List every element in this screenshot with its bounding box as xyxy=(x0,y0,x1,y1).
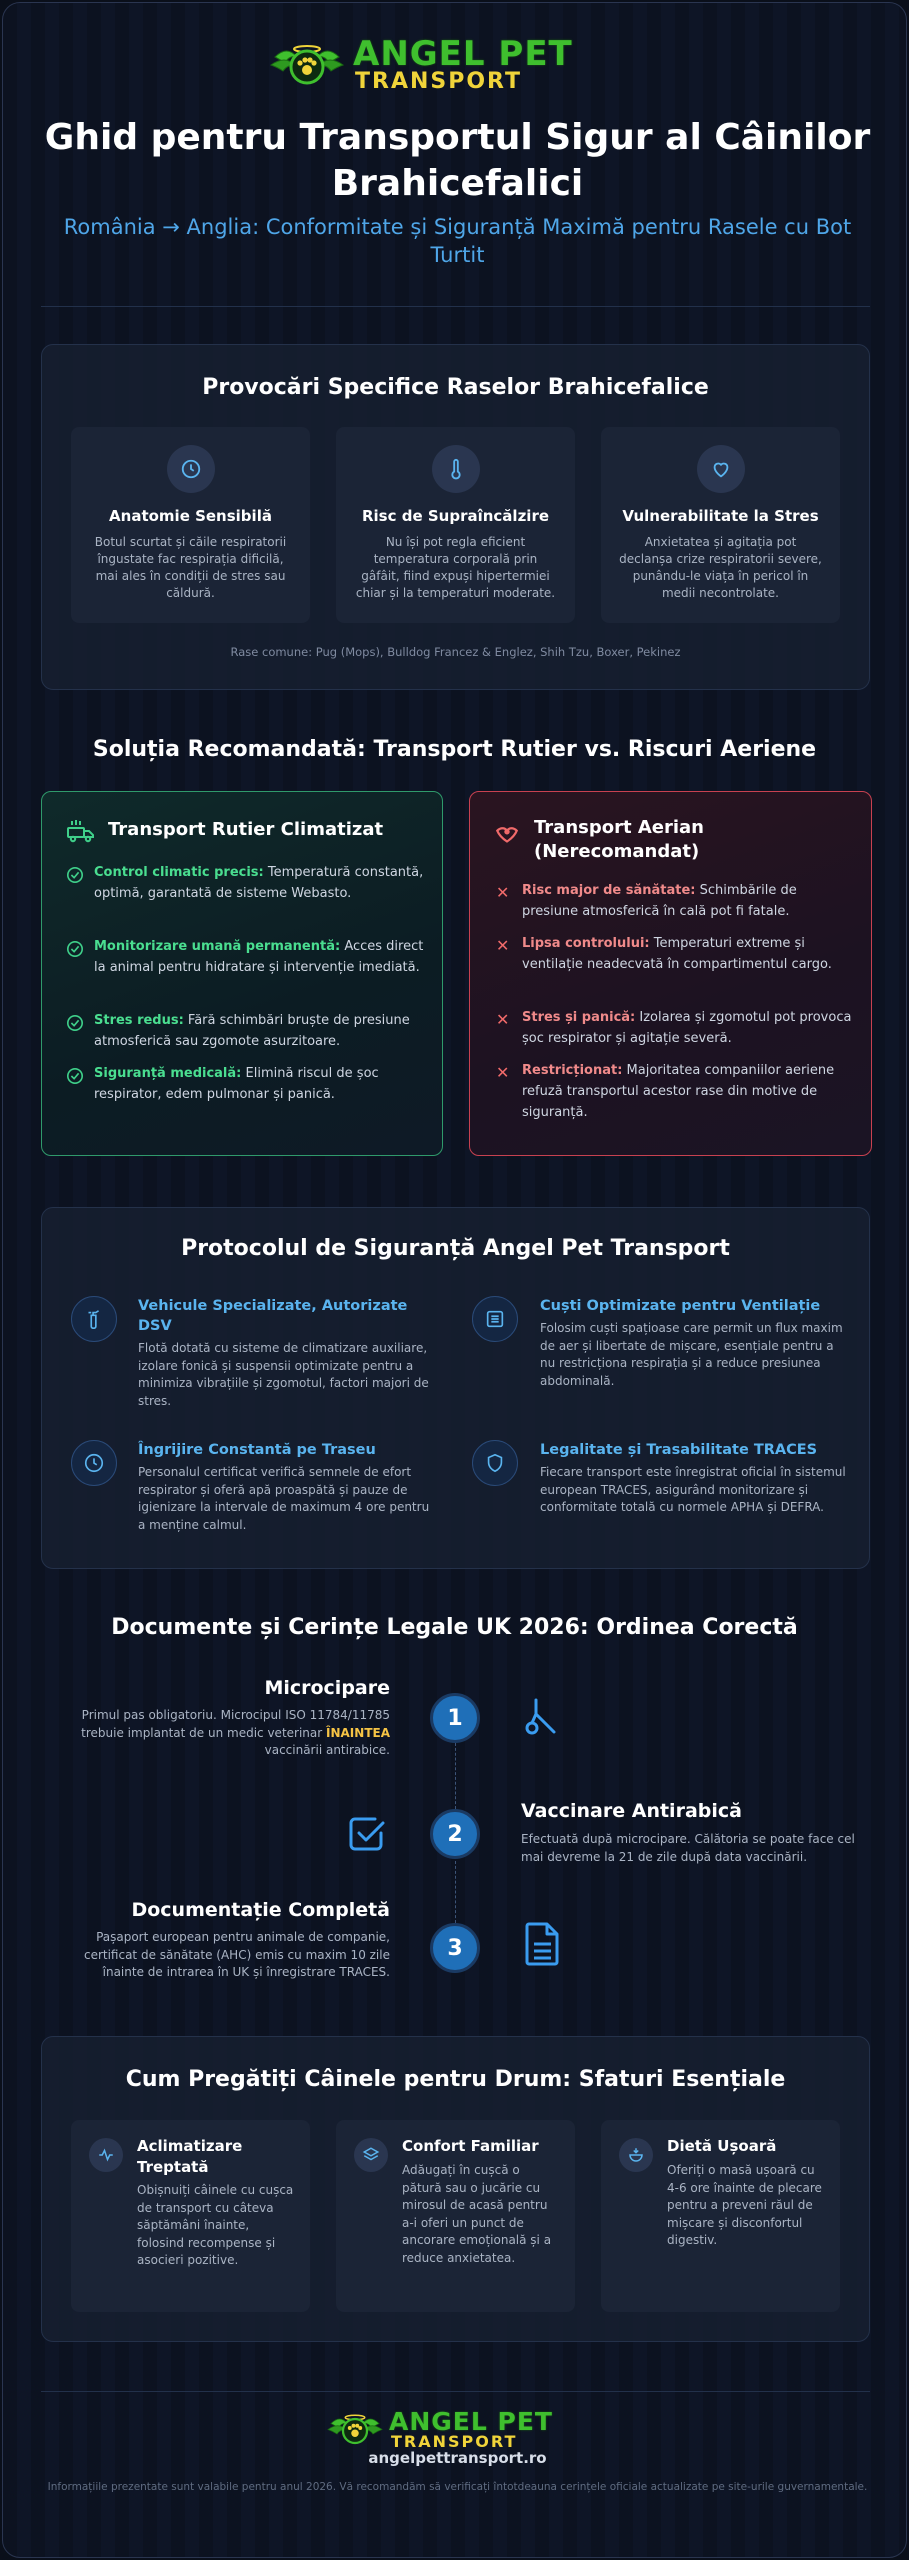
protocol-item-text: Fiecare transport este înregistrat oficial în sistemul european TRACES, asigurând monitorizare și conformitate totală cu normele APHA și DEFRA. xyxy=(540,1465,846,1514)
road-benefit-label: Stres redus: xyxy=(94,1013,184,1028)
cross-icon: ✕ xyxy=(496,1010,510,1029)
challenge-text: Anxietatea și agitația pot declanșa crize respiratorii severe, punându-le viața în pericol în medii necontrolate. xyxy=(619,535,822,600)
road-benefit xyxy=(94,936,424,978)
tip-card xyxy=(601,2120,840,2312)
step-number: 3 xyxy=(430,1923,480,1973)
protocol-item-text: Personalul certificat verifică semnele de efort respirator și oferă apă proaspătă și pauze de igienizare la intervale de maximum 4 ore pentru a menține calmul. xyxy=(138,1465,430,1532)
step-title: Microcipare xyxy=(264,1677,390,1699)
road-benefit xyxy=(94,1010,424,1052)
air-risk xyxy=(522,1060,852,1123)
website-link[interactable]: angelpettransport.ro xyxy=(368,2449,547,2467)
road-transport-card xyxy=(41,791,443,1156)
air-transport-card xyxy=(469,791,872,1156)
tip-title: Confort Familiar xyxy=(402,2137,539,2155)
documents-title: Documente și Cerințe Legale UK 2026: Ordinea Corectă xyxy=(111,1615,798,1640)
footer-logo[interactable] xyxy=(325,2407,553,2452)
pulse-icon xyxy=(97,2146,115,2164)
breeds-note: Rase comune: Pug (Mops), Bulldog Francez & Englez, Shih Tzu, Boxer, Pekinez xyxy=(230,645,681,659)
challenge-card xyxy=(336,427,575,623)
air-risk-text: Majoritatea companiilor aeriene refuză transportul acestor rase din motive de siguranță. xyxy=(522,1063,835,1120)
road-transport-title: Transport Rutier Climatizat xyxy=(108,819,384,840)
step-number: 2 xyxy=(430,1809,480,1859)
road-benefit xyxy=(94,1063,424,1105)
step-number: 1 xyxy=(430,1693,480,1743)
footer-divider xyxy=(41,2391,870,2392)
air-risk-label: Stres și panică: xyxy=(522,1010,636,1025)
air-transport-title: Transport Aerian (Nerecomandat) xyxy=(534,817,704,862)
page-subtitle: România → Anglia: Conformitate și Siguranță Maximă pentru Rasele cu Bot Turtit xyxy=(63,215,852,267)
bowl-icon xyxy=(627,2146,645,2164)
brand-name: ANGEL PET xyxy=(389,2407,553,2436)
challenge-card xyxy=(71,427,310,623)
challenge-card xyxy=(601,427,840,623)
brand-subname: TRANSPORT xyxy=(391,2432,518,2451)
air-risk-label: Restricționat: xyxy=(522,1063,623,1078)
clock-icon xyxy=(83,1452,105,1474)
air-risk-text: Schimbările de presiune atmosferică în cală pot fi fatale. xyxy=(522,883,797,919)
cross-icon: ✕ xyxy=(496,1063,510,1082)
shield-icon xyxy=(484,1452,506,1474)
challenge-title: Anatomie Sensibilă xyxy=(109,507,272,525)
tip-text: Oferiți o masă ușoară cu 4-6 ore înainte de plecare pentru a preveni răul de mișcare și disconfortul digestiv. xyxy=(667,2163,822,2247)
protocol-item-title: Vehicule Specializate, Autorizate DSV xyxy=(138,1298,408,1334)
protocol-section xyxy=(41,1207,870,1569)
tip-title: Aclimatizare Treptată xyxy=(137,2137,243,2176)
air-risk xyxy=(522,933,852,975)
disclaimer: Informațiile prezentate sunt valabile pentru anul 2026. Vă recomandăm să verificați întotdeauna cerințele oficiale actualizate pe site-urile guvernamentale. xyxy=(47,2481,868,2493)
check-icon xyxy=(66,1014,84,1032)
brand-name: ANGEL PET xyxy=(353,34,573,74)
check-icon xyxy=(66,940,84,958)
cross-icon: ✕ xyxy=(496,936,510,955)
checkbox-icon xyxy=(345,1813,387,1855)
protocol-title: Protocolul de Siguranță Angel Pet Transport xyxy=(181,1236,730,1261)
protocol-item-title: Îngrijire Constantă pe Traseu xyxy=(138,1442,376,1458)
protocol-icon-wrap xyxy=(71,1296,117,1342)
protocol-item-text: Folosim cuști spațioase care permit un flux maxim de aer și libertate de mișcare, esențiale pentru a nu restricționa respirația și a reduce presiunea abdominală. xyxy=(540,1321,843,1388)
tips-title: Cum Pregătiți Câinele pentru Drum: Sfaturi Esențiale xyxy=(125,2067,786,2092)
protocol-icon-wrap xyxy=(472,1296,518,1342)
tips-section xyxy=(41,2036,870,2342)
cage-icon xyxy=(484,1308,506,1330)
check-icon xyxy=(66,866,84,884)
step-title: Documentație Completă xyxy=(131,1899,390,1921)
road-benefit-label: Siguranță medicală: xyxy=(94,1066,242,1081)
header-logo[interactable] xyxy=(267,35,573,95)
step-highlight: ÎNAINTEA xyxy=(326,1725,390,1740)
air-risk-text: Izolarea și zgomotul pot provoca șoc respirator și agitație severă. xyxy=(522,1010,852,1046)
document-icon xyxy=(523,1920,563,1968)
air-risk xyxy=(522,880,852,922)
air-risk-label: Lipsa controlului: xyxy=(522,936,650,951)
road-benefit-text: Elimină riscul de șoc respirator, edem pulmonar și panică. xyxy=(94,1066,379,1102)
road-benefit-label: Control climatic precis: xyxy=(94,865,264,880)
cross-icon: ✕ xyxy=(496,883,510,902)
road-benefit-label: Monitorizare umană permanentă: xyxy=(94,939,341,954)
road-benefit-text: Temperatură constantă, optimă, garantată de sisteme Webasto. xyxy=(94,865,424,901)
timeline-connector xyxy=(455,1743,456,1809)
challenge-text: Botul scurtat și căile respiratorii îngustate fac respirația dificilă, mai ales în condiții de stres sau căldură. xyxy=(94,535,287,600)
heart-icon xyxy=(710,458,732,480)
challenge-icon-wrap xyxy=(167,445,215,493)
thermometer-icon xyxy=(445,458,467,480)
challenges-title: Provocări Specifice Raselor Brahicefalice xyxy=(202,375,709,400)
step-text-part: vaccinării antirabice. xyxy=(264,1743,390,1757)
step-text-part: Primul pas obligatoriu. Microcipul ISO 11784/11785 trebuie implantat de un medic veterinar xyxy=(81,1708,390,1740)
tip-card xyxy=(336,2120,575,2312)
layers-icon xyxy=(362,2146,380,2164)
step-text xyxy=(63,1707,390,1760)
challenge-icon-wrap xyxy=(697,445,745,493)
step-title: Vaccinare Antirabică xyxy=(521,1800,742,1822)
challenge-title: Risc de Supraîncălzire xyxy=(361,507,550,525)
air-risk xyxy=(522,1007,852,1049)
tip-icon-wrap xyxy=(354,2138,388,2172)
timeline-connector xyxy=(455,1861,456,1923)
fire-extinguisher-icon xyxy=(83,1308,105,1330)
tip-icon-wrap xyxy=(619,2138,653,2172)
tip-icon-wrap xyxy=(89,2138,123,2172)
winged-paw-icon xyxy=(267,35,347,95)
solution-title: Soluția Recomandată: Transport Rutier vs. Riscuri Aeriene xyxy=(92,737,817,762)
road-benefit xyxy=(94,862,424,904)
tip-text: Adăugați în cușcă o pătură sau o jucărie cu mirosul de acasă pentru a-i oferi un punct de ancorare emoțională și a reduce anxietatea. xyxy=(402,2163,552,2265)
tip-title: Dietă Ușoară xyxy=(667,2137,777,2155)
protocol-item-text: Flotă dotată cu sisteme de climatizare auxiliare, izolare fonică și suspensii optimizate pentru a minimiza vibrațiile și zgomotul, factori majori de stres. xyxy=(138,1341,429,1408)
page xyxy=(2,2,907,2558)
challenge-icon-wrap xyxy=(432,445,480,493)
road-benefit-text: Acces direct la animal pentru hidratare și intervenție imediată. xyxy=(94,939,424,975)
air-risk-text: Temperaturi extreme și ventilație neadecvată în compartimentul cargo. xyxy=(522,936,832,972)
plane-warning-icon xyxy=(494,822,520,848)
tip-text: Obișnuiți câinele cu cușca de transport cu câteva săptămâni înainte, folosind recompense și asocieri pozitive. xyxy=(137,2183,294,2267)
winged-paw-icon xyxy=(325,2407,385,2452)
air-risk-label: Risc major de sănătate: xyxy=(522,883,696,898)
challenge-title: Vulnerabilitate la Stres xyxy=(622,507,819,525)
protocol-item-title: Cuști Optimizate pentru Ventilație xyxy=(540,1298,821,1314)
step-text: Pașaport european pentru animale de companie, certificat de sănătate (AHC) emis cu maxim 10 zile înainte de intrarea în UK și înregistrare TRACES. xyxy=(83,1930,390,1979)
protocol-item-title: Legalitate și Trasabilitate TRACES xyxy=(540,1442,818,1458)
challenges-section xyxy=(41,344,870,690)
challenge-text: Nu își pot regla eficient temperatura corporală prin gâfâit, fiind expuși hipertermiei chiar și la temperaturi moderate. xyxy=(355,535,556,600)
clock-icon xyxy=(180,458,202,480)
brand-subname: TRANSPORT xyxy=(355,69,523,94)
step-text: Efectuată după microcipare. Călătoria se poate face cel mai devreme la 21 de zile după data vaccinării. xyxy=(521,1832,855,1864)
truck-icon xyxy=(66,818,96,844)
header-divider xyxy=(41,306,870,307)
protocol-icon-wrap xyxy=(472,1440,518,1486)
microchip-icon xyxy=(522,1696,562,1738)
check-icon xyxy=(66,1067,84,1085)
road-benefit-text: Fără schimbări bruște de presiune atmosferică sau zgomote asurzitoare. xyxy=(94,1013,410,1049)
page-title: Ghid pentru Transportul Sigur al Câinilor Brahicefalici xyxy=(44,117,871,204)
protocol-icon-wrap xyxy=(71,1440,117,1486)
tip-card xyxy=(71,2120,310,2312)
